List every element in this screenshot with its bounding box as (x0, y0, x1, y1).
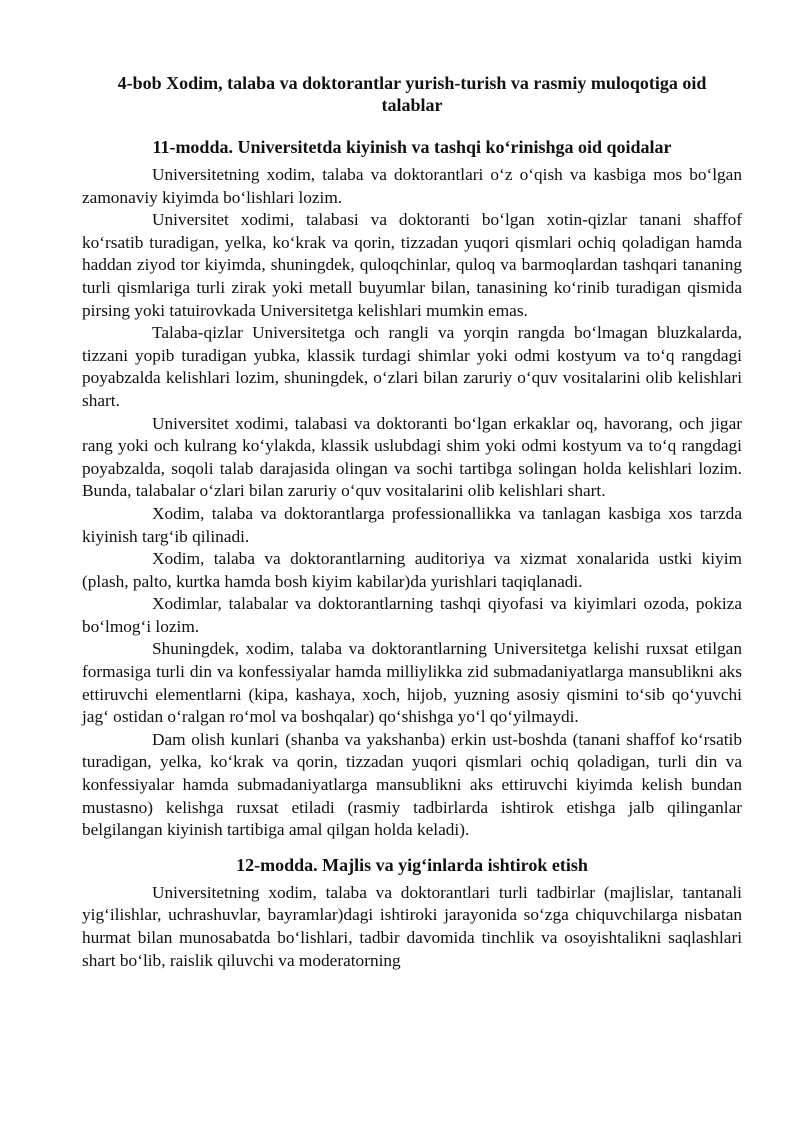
article-12-paragraph-1: Universitetning xodim, talaba va doktorantlari turli tadbirlar (majlislar, tantanali yigʻilishlar, uchrashuvlar, bayramlar)dagi ishtiroki jarayonida soʻzga chiquvchilarga nisbatan hurmat bilan munosabatda boʻlishlari, tadbir davomida tinchlik va osoyishtalikni saqlashlari shart boʻlib, raislik qiluvchi va moderatorning (82, 882, 742, 970)
article-11-paragraph-6: Xodim, talaba va doktorantlarning auditoriya va xizmat xonalarida ustki kiyim (plash, palto, kurtka hamda bosh kiyim kabilar)da yurishlari taqiqlanadi. (82, 549, 742, 591)
article-11-paragraph-8: Shuningdek, xodim, talaba va doktorantlarning Universitetga kelishi ruxsat etilgan formasiga turli din va konfessiyalar hamda milliylikka zid submadaniyatlarga mansublikni aks ettiruvchi elementlarni (kipa, kashaya, xoch, hijob, yuzning asosiy qismini toʻsib qoʻyuvchi jagʻ ostidan oʻralgan roʻmol va boshqalar) qoʻshishga yoʻl qoʻyilmaydi. (82, 639, 742, 727)
article-11-paragraph-9: Dam olish kunlari (shanba va yakshanba) erkin ust-boshda (tanani shaffof koʻrsatib turadigan, yelka, koʻkrak va qorin, tizzadan yuqori qismlari ochiq qoladigan, turli din va konfessiyalar hamda submadaniyatlarga mansublikni aks ettiruvchi kiyimda kelish bundan mustasno) kelishga ruxsat etiladi (rasmiy tadbirlarda ishtirok etishga jalb qilinganlar belgilangan kiyinish tartibiga amal qilgan holda keladi). (82, 729, 742, 840)
article-11-paragraph-2: Universitet xodimi, talabasi va doktoranti boʻlgan xotin-qizlar tanani shaffof koʻrsatib turadigan, yelka, koʻkrak va qorin, tizzadan yuqori qismlari ochiq qoladigan hamda haddan ziyod tor kiyimda, shuningdek, quloqchinlar, quloq va barmoqlardan tashqari tananing turli qismlariga turli zirak yoki metall buyumlar bilan, tanasining koʻrinib turadigan qismida pirsing yoki tatuirovkada Universitetga kelishlari mumkin emas. (82, 210, 742, 320)
article-11-paragraph-5: Xodim, talaba va doktorantlarga professionallikka va tanlagan kasbiga xos tarzda kiyinish targʻib qilinadi. (82, 503, 742, 546)
article-11-paragraph-7: Xodimlar, talabalar va doktorantlarning tashqi qiyofasi va kiyimlari ozoda, pokiza boʻlmogʻi lozim. (82, 594, 742, 636)
article-11-paragraph-3: Talaba-qizlar Universitetga och rangli va yorqin rangda boʻlmagan bluzkalarda, tizzani yopib turadigan yubka, klassik turdagi shimlar yoki odmi kostyum va toʻq rangdagi poyabzalda kelishlari lozim, shuningdek, oʻzlari bilan zaruriy oʻquv vositalarini olib kelishlari shart. (82, 323, 742, 410)
article-12-title: 12-modda. Majlis va yigʻinlarda ishtirok etish (236, 854, 588, 875)
article-11-paragraph-1: Universitetning xodim, talaba va doktorantlari oʻz oʻqish va kasbiga mos boʻlgan zamonaviy kiyimda boʻlishlari lozim. (82, 165, 742, 207)
chapter-title: 4-bob Xodim, talaba va doktorantlar yurish-turish va rasmiy muloqotiga oid talablar (117, 73, 707, 115)
article-11-title: 11-modda. Universitetda kiyinish va tashqi koʻrinishga oid qoidalar (152, 137, 672, 157)
section-divider-space (82, 842, 742, 854)
article-11-paragraph-4: Universitet xodimi, talabasi va doktoranti boʻlgan erkaklar oq, havorang, och jigar rang yoki och kulrang koʻylakda, klassik uslubdagi shim yoki odmi kostyum va toʻq rangdagi poyabzalda, soqoli talab darajasida olingan va sochi tartibga solingan holda kelishlari lozim. Bunda, talabalar oʻzlari bilan zaruriy oʻquv vositalarini olib kelishlari shart. (82, 413, 742, 501)
